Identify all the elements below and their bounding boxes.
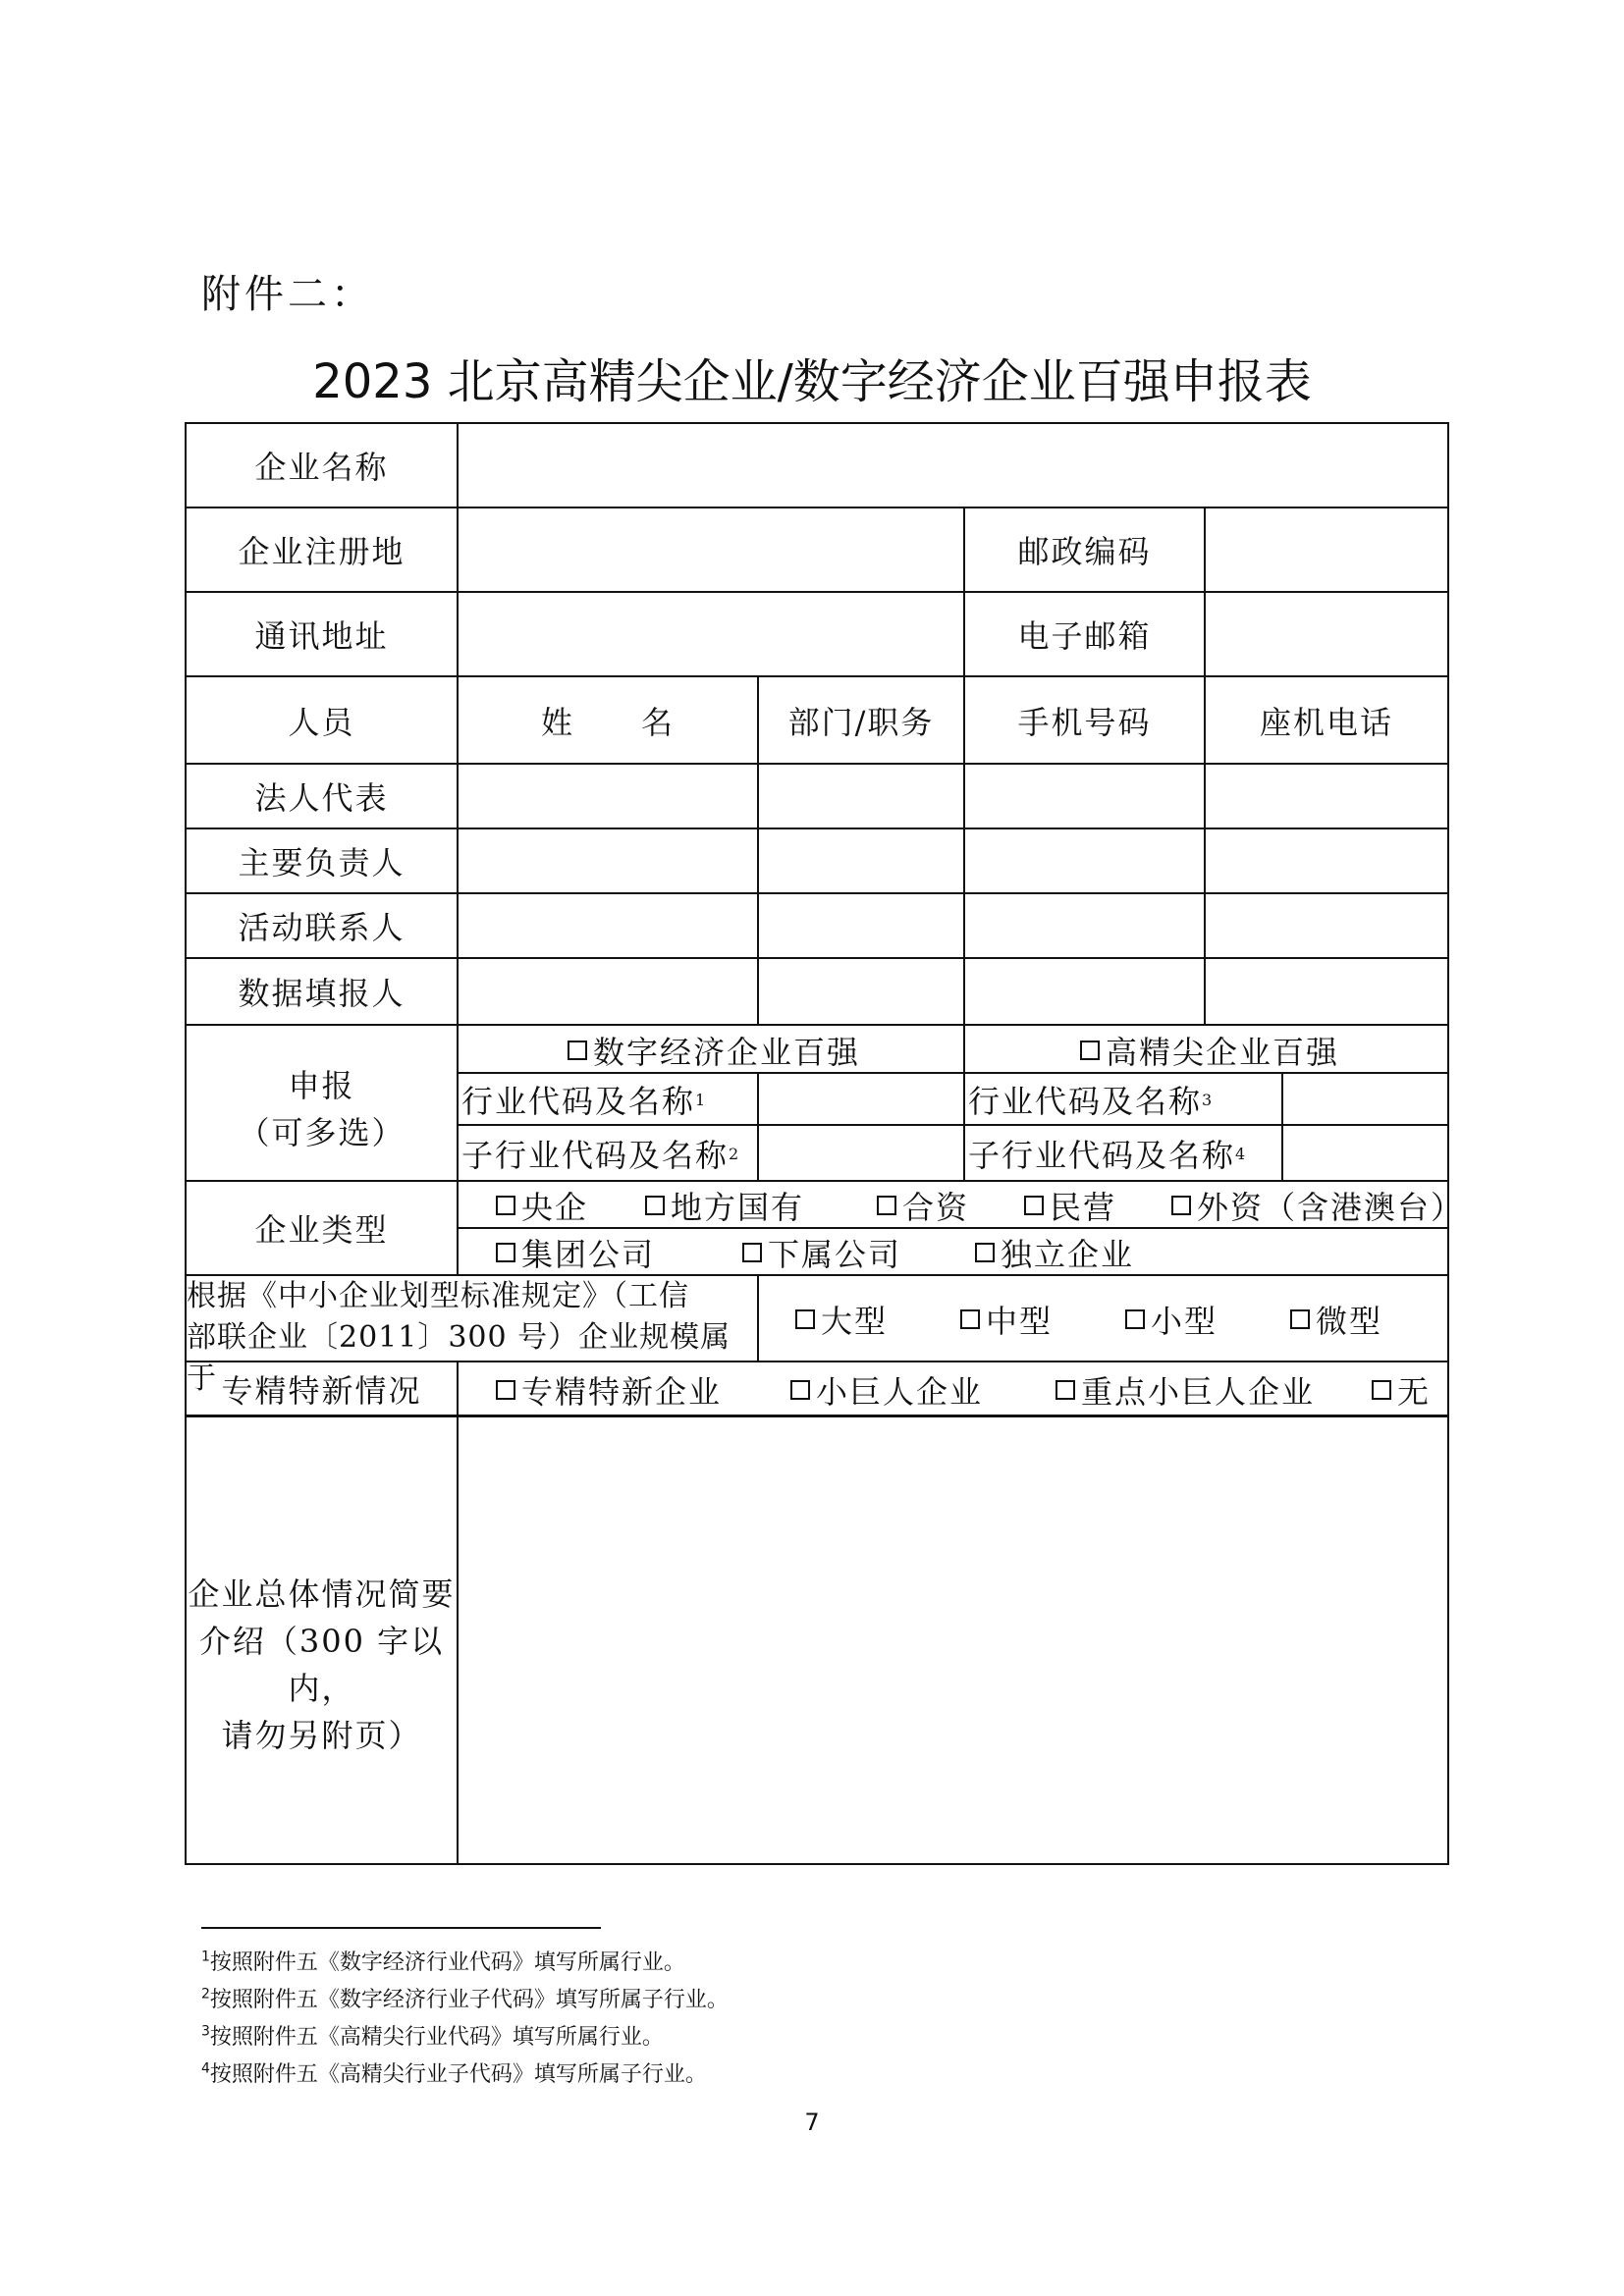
digital-top100-checkbox[interactable] — [568, 1041, 587, 1060]
type-option-group[interactable]: 集团公司 — [496, 1231, 655, 1274]
apply-label: 申报 （可多选） — [238, 1067, 406, 1151]
industry-code-field-3[interactable] — [1283, 1074, 1447, 1124]
scale-option-large[interactable]: 大型 — [795, 1296, 888, 1343]
reg-place-label: 企业注册地 — [238, 533, 406, 570]
scale-option-small[interactable]: 小型 — [1125, 1296, 1218, 1343]
dept-column-header: 部门/职务 — [787, 703, 935, 741]
hightech-top100-option[interactable]: 高精尖企业百强 — [1080, 1029, 1339, 1072]
type-option-subsidiary[interactable]: 下属公司 — [742, 1231, 901, 1274]
contact-label: 活动联系人 — [238, 909, 406, 946]
sub-code-label-2: 子行业代码及名称 2 — [461, 1137, 741, 1174]
type-option-foreign[interactable]: 外资（含港澳台） — [1171, 1184, 1464, 1227]
specialized-label: 专精特新情况 — [221, 1371, 422, 1410]
checkbox[interactable] — [496, 1196, 515, 1215]
email-field[interactable] — [1206, 593, 1447, 675]
industry-code-label-1: 行业代码及名称 1 — [461, 1083, 708, 1120]
main-head-label: 主要负责人 — [238, 844, 406, 881]
checkbox[interactable] — [1056, 1380, 1075, 1400]
checkbox[interactable] — [877, 1196, 896, 1215]
legal-rep-label: 法人代表 — [254, 779, 389, 817]
address-field[interactable] — [459, 593, 963, 675]
type-option-central[interactable]: 央企 — [496, 1184, 588, 1227]
page-number: 7 — [804, 2109, 820, 2136]
footnote-3: $^3$按照附件五《高精尖行业代码》填写所属行业。 — [201, 2023, 664, 2050]
reg-place-field[interactable] — [459, 508, 963, 591]
sub-code-field-2[interactable] — [759, 1126, 963, 1180]
specialized-option-sf[interactable]: 专精特新企业 — [496, 1366, 722, 1414]
company-type-label: 企业类型 — [254, 1211, 389, 1249]
intro-label: 企业总体情况简要 介绍（300 字以内， 请勿另附页） — [188, 1575, 456, 1754]
checkbox[interactable] — [1290, 1309, 1310, 1329]
checkbox[interactable] — [1125, 1309, 1145, 1329]
type-option-independent[interactable]: 独立企业 — [975, 1231, 1134, 1274]
email-label: 电子邮箱 — [1017, 617, 1152, 655]
checkbox[interactable] — [496, 1380, 515, 1400]
specialized-option-little-giant[interactable]: 小巨人企业 — [790, 1366, 983, 1414]
footnote-divider — [201, 1927, 601, 1929]
landline-column-header: 座机电话 — [1259, 703, 1393, 741]
company-name-label: 企业名称 — [254, 449, 389, 486]
industry-code-label-3: 行业代码及名称 3 — [968, 1083, 1215, 1120]
digital-top100-option[interactable]: 数字经济企业百强 — [568, 1029, 860, 1072]
type-option-private[interactable]: 民营 — [1024, 1184, 1116, 1227]
industry-code-field-1[interactable] — [759, 1074, 963, 1124]
checkbox[interactable] — [742, 1243, 762, 1262]
sub-code-label-4: 子行业代码及名称 4 — [968, 1137, 1248, 1174]
company-name-field[interactable] — [459, 424, 1447, 507]
postal-code-field[interactable] — [1206, 508, 1447, 591]
checkbox[interactable] — [975, 1243, 995, 1262]
hightech-top100-checkbox[interactable] — [1080, 1041, 1100, 1060]
specialized-option-none[interactable]: 无 — [1372, 1366, 1431, 1414]
filler-label: 数据填报人 — [238, 975, 406, 1012]
sub-code-field-4[interactable] — [1283, 1126, 1447, 1180]
footnote-2: $^2$按照附件五《数字经济行业子代码》填写所属子行业。 — [201, 1986, 729, 2012]
personnel-header: 人员 — [288, 703, 355, 741]
checkbox[interactable] — [1024, 1196, 1044, 1215]
checkbox[interactable] — [795, 1309, 815, 1329]
checkbox[interactable] — [1372, 1380, 1391, 1400]
mobile-column-header: 手机号码 — [1017, 703, 1152, 741]
intro-textarea[interactable] — [459, 1417, 1447, 1863]
type-option-local-state[interactable]: 地方国有 — [645, 1184, 804, 1227]
form-title: 2023 北京高精尖企业/数字经济企业百强申报表 — [312, 354, 1312, 409]
attachment-label: 附件二： — [201, 272, 374, 317]
address-label: 通讯地址 — [254, 617, 389, 655]
checkbox[interactable] — [496, 1243, 515, 1262]
type-option-joint-venture[interactable]: 合资 — [877, 1184, 969, 1227]
scale-option-medium[interactable]: 中型 — [960, 1296, 1053, 1343]
scale-option-micro[interactable]: 微型 — [1290, 1296, 1382, 1343]
checkbox[interactable] — [790, 1380, 810, 1400]
checkbox[interactable] — [645, 1196, 665, 1215]
checkbox[interactable] — [1171, 1196, 1191, 1215]
scale-label: 根据《中小企业划型标准规定》（工信 部联企业〔2011〕300 号）企业规模属于 — [187, 1279, 731, 1396]
footnote-1: $^1$按照附件五《数字经济行业代码》填写所属行业。 — [201, 1949, 685, 1975]
name-column-header: 姓 名 — [540, 703, 675, 741]
postal-code-label: 邮政编码 — [1017, 533, 1152, 570]
specialized-option-key-little-giant[interactable]: 重点小巨人企业 — [1056, 1366, 1315, 1414]
checkbox[interactable] — [960, 1309, 980, 1329]
footnote-4: $^4$按照附件五《高精尖行业子代码》填写所属子行业。 — [201, 2060, 707, 2087]
